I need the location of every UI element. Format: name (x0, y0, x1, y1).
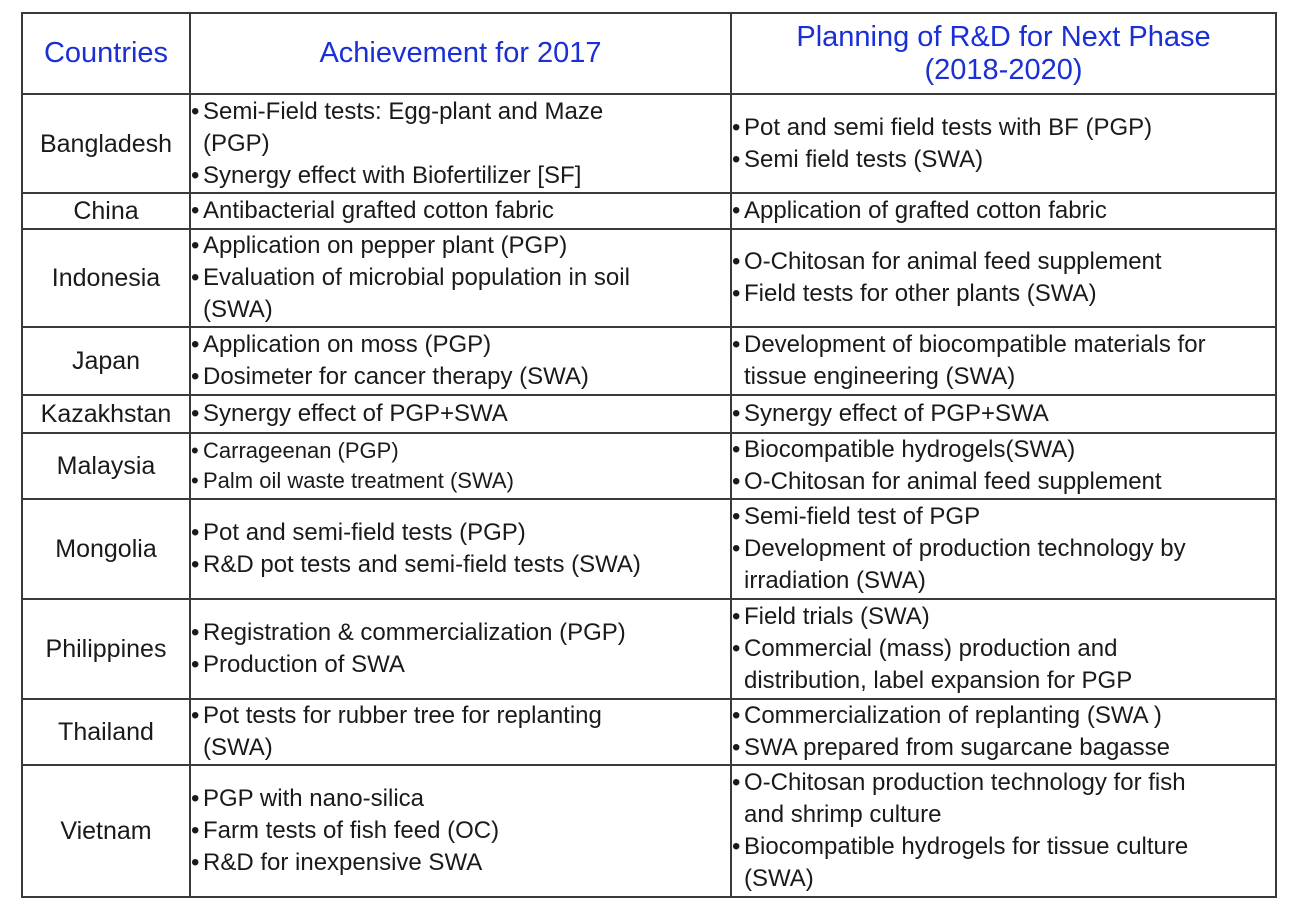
list-item (732, 278, 1275, 310)
bullet-icon: • (732, 280, 741, 307)
bullet-icon: • (732, 833, 741, 860)
item-text: R&D pot tests and semi-field tests (SWA) (203, 551, 641, 578)
achievement-cell (190, 433, 731, 499)
planning-cell (731, 433, 1276, 499)
bullet-icon: • (732, 468, 741, 495)
bullet-icon: • (191, 785, 200, 812)
item-text: Biocompatible hydrogels for tissue culture (SWA) (744, 833, 1189, 892)
bullet-icon: • (191, 651, 200, 678)
bullet-icon: • (732, 331, 741, 358)
bullet-icon: • (732, 145, 741, 173)
item-text: Carrageenan (PGP) (203, 438, 399, 463)
list-item (191, 398, 730, 430)
country-cell: Vietnam (22, 765, 190, 897)
achievement-cell (190, 327, 731, 395)
item-text: PGP with nano-silica (203, 785, 424, 812)
achievement-cell (190, 499, 731, 599)
list-item (191, 783, 730, 815)
item-text: Semi field tests (SWA) (744, 145, 984, 173)
item-text: Biocompatible hydrogels(SWA) (744, 436, 1076, 463)
country-cell: Mongolia (22, 499, 190, 599)
list-item (191, 361, 730, 393)
bullet-icon: • (191, 400, 200, 427)
planning-cell (731, 229, 1276, 327)
bullet-icon: • (732, 702, 741, 729)
table-row (22, 699, 1276, 765)
table-row (22, 599, 1276, 699)
list-item (732, 732, 1275, 764)
bullet-icon: • (191, 331, 200, 358)
list-item (191, 517, 730, 549)
bullet-icon: • (191, 619, 200, 646)
item-text: Farm tests of fish feed (OC) (203, 817, 500, 844)
item-text: Field trials (SWA) (744, 603, 930, 630)
list-item (732, 434, 1275, 466)
planning-cell (731, 499, 1276, 599)
list-item (732, 633, 1275, 697)
list-item (732, 466, 1275, 498)
planning-cell (731, 193, 1276, 229)
item-text: Pot and semi-field tests (PGP) (203, 519, 526, 546)
table-row (22, 193, 1276, 229)
list-item (191, 262, 730, 326)
bullet-icon: • (732, 603, 741, 630)
rd-summary-table (21, 12, 1277, 898)
list-item (191, 700, 730, 764)
bullet-icon: • (732, 635, 741, 662)
list-item (732, 533, 1275, 597)
table-row (22, 433, 1276, 499)
table-row (22, 94, 1276, 193)
bullet-icon: • (191, 817, 200, 844)
bullet-icon: • (191, 849, 200, 876)
item-text: Pot and semi field tests with BF (PGP) (744, 113, 1153, 141)
planning-cell (731, 699, 1276, 765)
item-text: Field tests for other plants (SWA) (744, 280, 1097, 307)
achievement-cell (190, 699, 731, 765)
item-text: Synergy effect of PGP+SWA (203, 400, 508, 427)
item-text: Synergy effect of PGP+SWA (744, 400, 1049, 427)
list-item (732, 767, 1275, 831)
country-cell: Philippines (22, 599, 190, 699)
country-cell: Bangladesh (22, 94, 190, 193)
item-text: Registration & commercialization (PGP) (203, 619, 626, 646)
bullet-icon: • (191, 97, 200, 125)
item-text: Synergy effect with Biofertilizer [SF] (203, 161, 582, 189)
list-item (191, 436, 730, 466)
table-body (22, 94, 1276, 897)
list-item (191, 549, 730, 581)
list-item (732, 246, 1275, 278)
list-item (732, 329, 1275, 393)
country-cell: Japan (22, 327, 190, 395)
item-text: Commercialization of replanting (SWA ) (744, 702, 1162, 729)
achievement-cell (190, 229, 731, 327)
item-text: Palm oil waste treatment (SWA) (203, 468, 514, 493)
bullet-icon: • (191, 551, 200, 578)
item-text: O-Chitosan for animal feed supplement (744, 468, 1162, 495)
country-cell: Thailand (22, 699, 190, 765)
table-row (22, 327, 1276, 395)
header-achievement: Achievement for 2017 (190, 13, 731, 94)
list-item (732, 398, 1275, 430)
header-row (22, 13, 1276, 94)
item-text: Pot tests for rubber tree for replanting (SWA) (203, 702, 602, 761)
item-text: Application of grafted cotton fabric (744, 197, 1107, 224)
bullet-icon: • (732, 113, 741, 141)
list-item (732, 195, 1275, 227)
bullet-icon: • (191, 702, 200, 729)
achievement-cell (190, 395, 731, 433)
item-text: Production of SWA (203, 651, 405, 678)
bullet-icon: • (191, 232, 200, 259)
table-row (22, 765, 1276, 897)
list-item (732, 831, 1275, 895)
bullet-icon: • (732, 400, 741, 427)
list-item (191, 617, 730, 649)
list-item (191, 847, 730, 879)
bullet-icon: • (732, 436, 741, 463)
list-item (732, 601, 1275, 633)
item-text: Dosimeter for cancer therapy (SWA) (203, 363, 589, 390)
country-cell: Kazakhstan (22, 395, 190, 433)
planning-cell (731, 94, 1276, 193)
list-item (191, 96, 730, 160)
bullet-icon: • (191, 468, 199, 493)
list-item (191, 195, 730, 227)
planning-cell (731, 395, 1276, 433)
bullet-icon: • (732, 248, 741, 275)
item-text: Development of production technology by irradiation (SWA) (744, 535, 1186, 594)
bullet-icon: • (732, 769, 741, 796)
item-text: O-Chitosan for animal feed supplement (744, 248, 1162, 275)
bullet-icon: • (732, 734, 741, 761)
header-planning: Planning of R&D for Next Phase (2018-2020) (731, 13, 1276, 94)
item-text: Semi-Field tests: Egg-plant and Maze (PGP) (203, 97, 604, 157)
item-text: Antibacterial grafted cotton fabric (203, 197, 554, 224)
list-item (732, 501, 1275, 533)
bullet-icon: • (732, 535, 741, 562)
achievement-cell (190, 765, 731, 897)
bullet-icon: • (191, 363, 200, 390)
bullet-icon: • (191, 161, 200, 189)
list-item (191, 649, 730, 681)
bullet-icon: • (191, 264, 200, 291)
item-text: Commercial (mass) production and distribution, label expansion for PGP (744, 635, 1133, 694)
country-cell: Malaysia (22, 433, 190, 499)
planning-cell (731, 327, 1276, 395)
bullet-icon: • (732, 503, 741, 530)
country-cell: China (22, 193, 190, 229)
table-row (22, 229, 1276, 327)
list-item (191, 466, 730, 496)
item-text: O-Chitosan production technology for fish and shrimp culture (744, 769, 1186, 828)
table-row (22, 395, 1276, 433)
achievement-cell (190, 193, 731, 229)
bullet-icon: • (732, 197, 741, 224)
table-row (22, 499, 1276, 599)
achievement-cell (190, 599, 731, 699)
bullet-icon: • (191, 519, 200, 546)
header-countries: Countries (22, 13, 190, 94)
country-cell: Indonesia (22, 229, 190, 327)
item-text: Application on pepper plant (PGP) (203, 232, 568, 259)
achievement-cell (190, 94, 731, 193)
item-text: Evaluation of microbial population in soil (SWA) (203, 264, 630, 323)
list-item (732, 700, 1275, 732)
list-item (191, 329, 730, 361)
bullet-icon: • (191, 197, 200, 224)
list-item (732, 144, 1275, 176)
bullet-icon: • (191, 438, 199, 463)
list-item (191, 230, 730, 262)
list-item (191, 815, 730, 847)
item-text: SWA prepared from sugarcane bagasse (744, 734, 1171, 761)
list-item (191, 160, 730, 192)
item-text: Development of biocompatible materials for tissue engineering (SWA) (744, 331, 1206, 390)
planning-cell (731, 765, 1276, 897)
item-text: Application on moss (PGP) (203, 331, 492, 358)
item-text: R&D for inexpensive SWA (203, 849, 483, 876)
planning-cell (731, 599, 1276, 699)
item-text: Semi-field test of PGP (744, 503, 981, 530)
list-item (732, 112, 1275, 144)
